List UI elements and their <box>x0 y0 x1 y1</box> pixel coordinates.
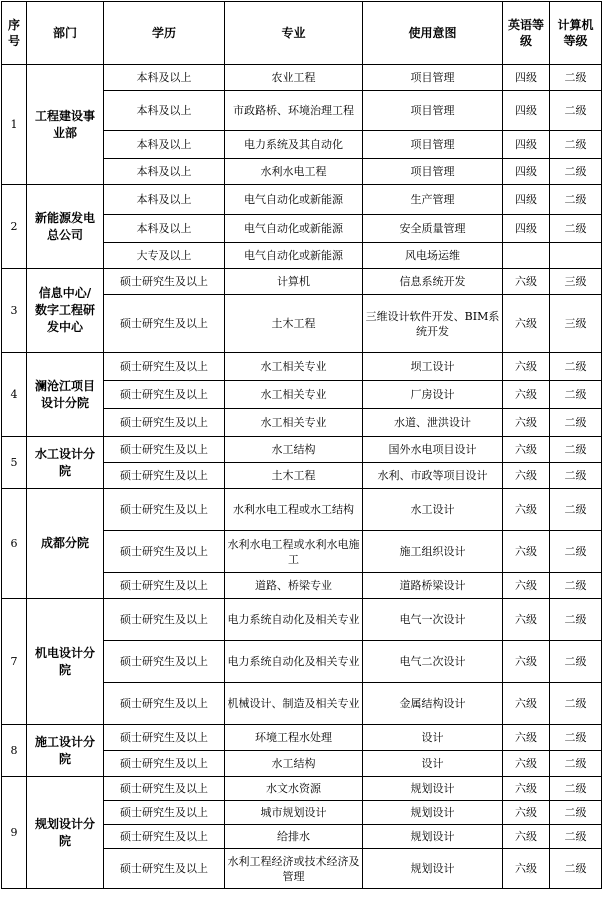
header-computer: 计算机等级 <box>550 2 602 65</box>
table-row <box>2 269 602 295</box>
computer-level-cell <box>550 243 602 269</box>
computer-level-cell: 二级 <box>550 599 602 641</box>
seq-cell: 2 <box>2 185 27 269</box>
dept-cell: 施工设计分院 <box>27 725 104 777</box>
computer-level-cell: 二级 <box>550 751 602 777</box>
education-cell: 硕士研究生及以上 <box>104 683 225 725</box>
english-level-cell: 四级 <box>503 91 550 131</box>
english-level-cell: 六级 <box>503 295 550 353</box>
major-cell: 水利工程经济或技术经济及管理 <box>225 849 363 889</box>
education-cell: 硕士研究生及以上 <box>104 641 225 683</box>
table-row <box>2 353 602 381</box>
computer-level-cell: 二级 <box>550 573 602 599</box>
seq-cell: 5 <box>2 437 27 489</box>
computer-level-cell: 二级 <box>550 131 602 159</box>
computer-level-cell: 二级 <box>550 725 602 751</box>
education-cell: 硕士研究生及以上 <box>104 777 225 801</box>
english-level-cell: 六级 <box>503 437 550 463</box>
purpose-cell: 项目管理 <box>363 65 503 91</box>
computer-level-cell: 二级 <box>550 91 602 131</box>
major-cell: 水工结构 <box>225 437 363 463</box>
major-cell: 水利水电工程或水利水电施工 <box>225 531 363 573</box>
table-row <box>2 725 602 751</box>
education-cell: 本科及以上 <box>104 159 225 185</box>
education-cell: 硕士研究生及以上 <box>104 849 225 889</box>
english-level-cell <box>503 243 550 269</box>
dept-cell: 水工设计分院 <box>27 437 104 489</box>
purpose-cell: 施工组织设计 <box>363 531 503 573</box>
computer-level-cell: 二级 <box>550 381 602 409</box>
computer-level-cell: 二级 <box>550 489 602 531</box>
education-cell: 硕士研究生及以上 <box>104 437 225 463</box>
english-level-cell: 四级 <box>503 215 550 243</box>
seq-cell: 4 <box>2 353 27 437</box>
computer-level-cell: 二级 <box>550 683 602 725</box>
purpose-cell: 电气二次设计 <box>363 641 503 683</box>
major-cell: 电力系统自动化及相关专业 <box>225 599 363 641</box>
purpose-cell: 设计 <box>363 725 503 751</box>
education-cell: 大专及以上 <box>104 243 225 269</box>
header-purpose: 使用意图 <box>363 2 503 65</box>
english-level-cell: 四级 <box>503 65 550 91</box>
major-cell: 电气自动化或新能源 <box>225 243 363 269</box>
english-level-cell: 六级 <box>503 353 550 381</box>
education-cell: 硕士研究生及以上 <box>104 599 225 641</box>
table-row <box>2 65 602 91</box>
purpose-cell: 道路桥梁设计 <box>363 573 503 599</box>
seq-cell: 7 <box>2 599 27 725</box>
computer-level-cell: 二级 <box>550 215 602 243</box>
purpose-cell: 国外水电项目设计 <box>363 437 503 463</box>
computer-level-cell: 三级 <box>550 269 602 295</box>
purpose-cell: 项目管理 <box>363 91 503 131</box>
computer-level-cell: 二级 <box>550 463 602 489</box>
english-level-cell: 六级 <box>503 777 550 801</box>
education-cell: 硕士研究生及以上 <box>104 801 225 825</box>
header-education: 学历 <box>104 2 225 65</box>
education-cell: 硕士研究生及以上 <box>104 353 225 381</box>
seq-cell: 6 <box>2 489 27 599</box>
seq-cell: 9 <box>2 777 27 889</box>
table-row <box>2 777 602 801</box>
recruitment-table <box>1 1 602 889</box>
english-level-cell: 六级 <box>503 463 550 489</box>
table-row <box>2 599 602 641</box>
education-cell: 本科及以上 <box>104 65 225 91</box>
table-row <box>2 185 602 215</box>
purpose-cell: 规划设计 <box>363 777 503 801</box>
computer-level-cell: 二级 <box>550 409 602 437</box>
computer-level-cell: 二级 <box>550 801 602 825</box>
dept-cell: 机电设计分院 <box>27 599 104 725</box>
purpose-cell: 规划设计 <box>363 849 503 889</box>
major-cell: 农业工程 <box>225 65 363 91</box>
english-level-cell: 六级 <box>503 801 550 825</box>
purpose-cell: 电气一次设计 <box>363 599 503 641</box>
purpose-cell: 水道、泄洪设计 <box>363 409 503 437</box>
education-cell: 硕士研究生及以上 <box>104 825 225 849</box>
purpose-cell: 水工设计 <box>363 489 503 531</box>
purpose-cell: 金属结构设计 <box>363 683 503 725</box>
major-cell: 机械设计、制造及相关专业 <box>225 683 363 725</box>
education-cell: 硕士研究生及以上 <box>104 573 225 599</box>
major-cell: 水文水资源 <box>225 777 363 801</box>
education-cell: 本科及以上 <box>104 215 225 243</box>
purpose-cell: 三维设计软件开发、BIM系统开发 <box>363 295 503 353</box>
dept-cell: 成都分院 <box>27 489 104 599</box>
education-cell: 硕士研究生及以上 <box>104 381 225 409</box>
english-level-cell: 六级 <box>503 381 550 409</box>
header-row <box>2 2 602 65</box>
purpose-cell: 项目管理 <box>363 159 503 185</box>
major-cell: 水工相关专业 <box>225 353 363 381</box>
major-cell: 电力系统及其自动化 <box>225 131 363 159</box>
seq-cell: 8 <box>2 725 27 777</box>
computer-level-cell: 二级 <box>550 353 602 381</box>
major-cell: 电气自动化或新能源 <box>225 185 363 215</box>
education-cell: 硕士研究生及以上 <box>104 725 225 751</box>
major-cell: 道路、桥梁专业 <box>225 573 363 599</box>
education-cell: 硕士研究生及以上 <box>104 489 225 531</box>
english-level-cell: 六级 <box>503 269 550 295</box>
education-cell: 本科及以上 <box>104 131 225 159</box>
major-cell: 电力系统自动化及相关专业 <box>225 641 363 683</box>
english-level-cell: 六级 <box>503 725 550 751</box>
computer-level-cell: 二级 <box>550 531 602 573</box>
english-level-cell: 六级 <box>503 573 550 599</box>
english-level-cell: 六级 <box>503 683 550 725</box>
seq-cell: 1 <box>2 65 27 185</box>
seq-cell: 3 <box>2 269 27 353</box>
purpose-cell: 信息系统开发 <box>363 269 503 295</box>
purpose-cell: 风电场运维 <box>363 243 503 269</box>
table-body <box>2 65 602 889</box>
purpose-cell: 厂房设计 <box>363 381 503 409</box>
table-row <box>2 489 602 531</box>
dept-cell: 澜沧江项目设计分院 <box>27 353 104 437</box>
education-cell: 硕士研究生及以上 <box>104 463 225 489</box>
education-cell: 硕士研究生及以上 <box>104 295 225 353</box>
major-cell: 土木工程 <box>225 463 363 489</box>
computer-level-cell: 二级 <box>550 65 602 91</box>
dept-cell: 工程建设事业部 <box>27 65 104 185</box>
purpose-cell: 规划设计 <box>363 825 503 849</box>
table-row <box>2 437 602 463</box>
computer-level-cell: 二级 <box>550 185 602 215</box>
computer-level-cell: 二级 <box>550 849 602 889</box>
dept-cell: 新能源发电总公司 <box>27 185 104 269</box>
english-level-cell: 六级 <box>503 531 550 573</box>
education-cell: 硕士研究生及以上 <box>104 751 225 777</box>
header-major: 专业 <box>225 2 363 65</box>
dept-cell: 信息中心/数字工程研发中心 <box>27 269 104 353</box>
education-cell: 本科及以上 <box>104 91 225 131</box>
english-level-cell: 六级 <box>503 751 550 777</box>
major-cell: 水工结构 <box>225 751 363 777</box>
purpose-cell: 坝工设计 <box>363 353 503 381</box>
purpose-cell: 水利、市政等项目设计 <box>363 463 503 489</box>
computer-level-cell: 二级 <box>550 159 602 185</box>
major-cell: 水利水电工程或水工结构 <box>225 489 363 531</box>
english-level-cell: 六级 <box>503 599 550 641</box>
major-cell: 水工相关专业 <box>225 409 363 437</box>
major-cell: 土木工程 <box>225 295 363 353</box>
major-cell: 计算机 <box>225 269 363 295</box>
major-cell: 水工相关专业 <box>225 381 363 409</box>
english-level-cell: 六级 <box>503 849 550 889</box>
purpose-cell: 设计 <box>363 751 503 777</box>
major-cell: 市政路桥、环境治理工程 <box>225 91 363 131</box>
english-level-cell: 六级 <box>503 641 550 683</box>
header-seq: 序号 <box>2 2 27 65</box>
english-level-cell: 四级 <box>503 185 550 215</box>
purpose-cell: 安全质量管理 <box>363 215 503 243</box>
computer-level-cell: 二级 <box>550 825 602 849</box>
computer-level-cell: 二级 <box>550 437 602 463</box>
english-level-cell: 六级 <box>503 409 550 437</box>
education-cell: 硕士研究生及以上 <box>104 269 225 295</box>
computer-level-cell: 二级 <box>550 777 602 801</box>
computer-level-cell: 三级 <box>550 295 602 353</box>
education-cell: 硕士研究生及以上 <box>104 531 225 573</box>
major-cell: 给排水 <box>225 825 363 849</box>
purpose-cell: 项目管理 <box>363 131 503 159</box>
major-cell: 城市规划设计 <box>225 801 363 825</box>
purpose-cell: 生产管理 <box>363 185 503 215</box>
purpose-cell: 规划设计 <box>363 801 503 825</box>
english-level-cell: 四级 <box>503 131 550 159</box>
header-english: 英语等级 <box>503 2 550 65</box>
english-level-cell: 六级 <box>503 489 550 531</box>
major-cell: 电气自动化或新能源 <box>225 215 363 243</box>
english-level-cell: 六级 <box>503 825 550 849</box>
header-dept: 部门 <box>27 2 104 65</box>
major-cell: 环境工程水处理 <box>225 725 363 751</box>
education-cell: 硕士研究生及以上 <box>104 409 225 437</box>
dept-cell: 规划设计分院 <box>27 777 104 889</box>
education-cell: 本科及以上 <box>104 185 225 215</box>
computer-level-cell: 二级 <box>550 641 602 683</box>
major-cell: 水利水电工程 <box>225 159 363 185</box>
english-level-cell: 四级 <box>503 159 550 185</box>
